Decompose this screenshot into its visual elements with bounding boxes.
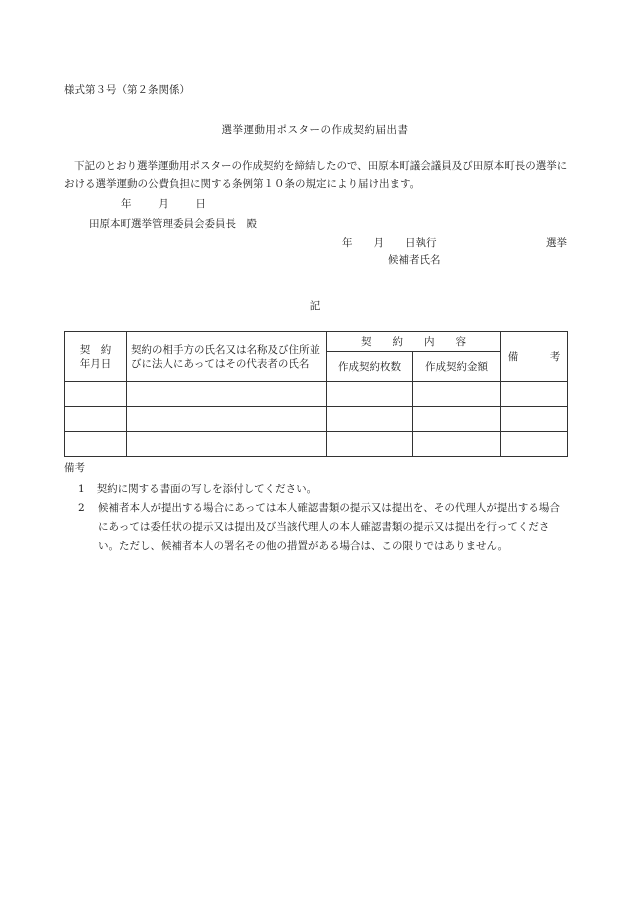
addressee: 田原本町選挙管理委員会委員長 殿	[89, 218, 257, 230]
table-row	[65, 382, 568, 407]
contract-table	[64, 331, 568, 457]
election-suffix: 選挙	[546, 237, 567, 249]
submission-date	[121, 197, 206, 211]
cell-amount[interactable]	[413, 432, 501, 457]
cell-amount[interactable]	[413, 407, 501, 432]
note-item	[78, 499, 570, 556]
note-number: 1	[78, 483, 85, 495]
candidate-name-label: 候補者氏名	[388, 254, 441, 266]
cell-contract-date[interactable]	[65, 407, 127, 432]
cell-contract-date[interactable]	[65, 432, 127, 457]
date-day: 日	[195, 198, 206, 210]
note-text: 候補者本人が提出する場合にあっては本人確認書類の提示又は提出を、その代理人が提出する場合にあっては委任状の提示又は提出及び当該代理人の本人確認書類の提示又は提出を行ってください。ただし、候補者本人の署名その他の措置がある場合は、この限りではありません。	[98, 502, 560, 552]
form-number: 様式第３号（第２条関係）	[64, 84, 190, 96]
cell-amount[interactable]	[413, 382, 501, 407]
header-party	[127, 332, 327, 382]
header-party-text: 契約の相手方の氏名又は名称及び住所並びに法人にあってはその代表者の氏名	[131, 343, 320, 370]
cell-sheets[interactable]	[327, 407, 413, 432]
table-row	[65, 407, 568, 432]
cell-party[interactable]	[127, 382, 327, 407]
note-item	[78, 480, 317, 499]
document-title: 選挙運動用ポスターの作成契約届出書	[221, 124, 409, 136]
table-row	[65, 432, 568, 457]
date-month: 月	[158, 198, 169, 210]
header-amount: 作成契約金額	[413, 352, 501, 382]
election-date: 年 月 日執行	[342, 237, 437, 249]
cell-party[interactable]	[127, 432, 327, 457]
header-sheets: 作成契約枚数	[327, 352, 413, 382]
notes-title: 備考	[64, 462, 85, 474]
note-number: 2	[78, 502, 85, 514]
cell-sheets[interactable]	[327, 432, 413, 457]
cell-remarks[interactable]	[501, 407, 568, 432]
cell-party[interactable]	[127, 407, 327, 432]
header-remarks: 備 考	[501, 332, 568, 382]
date-year: 年	[121, 198, 132, 210]
ki-heading: 記	[309, 300, 321, 312]
note-text: 契約に関する書面の写しを添付してください。	[96, 483, 318, 495]
cell-contract-date[interactable]	[65, 382, 127, 407]
header-contract-content: 契 約 内 容	[327, 332, 501, 352]
cell-remarks[interactable]	[501, 432, 568, 457]
cell-sheets[interactable]	[327, 382, 413, 407]
body-paragraph: 下記のとおり選挙運動用ポスターの作成契約を締結したので、田原本町議会議員及び田原本町長の選挙における選挙運動の公費負担に関する条例第１０条の規定により届け出ます。	[64, 160, 568, 190]
header-contract-date: 契 約 年月日	[65, 332, 127, 382]
cell-remarks[interactable]	[501, 382, 568, 407]
